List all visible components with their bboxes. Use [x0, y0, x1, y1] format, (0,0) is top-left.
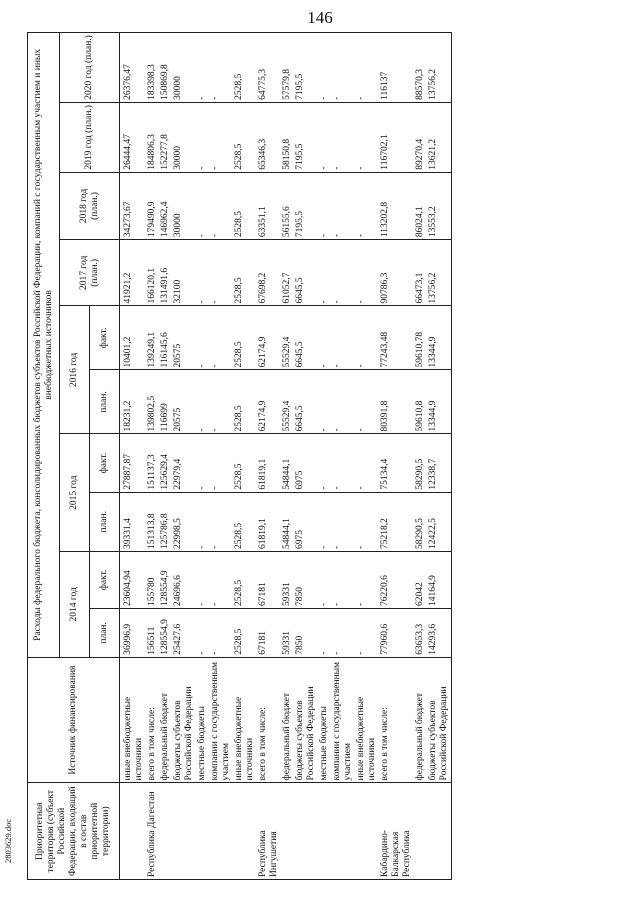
- value-cell: 128554,9: [159, 608, 172, 657]
- region-cell: [355, 783, 379, 880]
- region-cell: [294, 783, 318, 880]
- value-cell: 77243,48: [379, 306, 414, 370]
- value-cell: 116145,6: [159, 306, 172, 370]
- value-cell: -: [318, 33, 331, 103]
- value-cell: 23604,94: [120, 551, 147, 608]
- value-cell: 88570,3: [414, 33, 427, 103]
- value-cell: 179490,9: [146, 172, 159, 239]
- page-number: 146: [307, 8, 333, 27]
- table-row: [120, 33, 147, 880]
- value-cell: 89270,4: [414, 102, 427, 172]
- value-cell: 125786,8: [159, 492, 172, 551]
- header-fact-2015: факт.: [90, 434, 120, 492]
- value-cell: 20575: [172, 370, 196, 434]
- value-cell: -: [209, 33, 233, 103]
- value-cell: 7195,5: [294, 33, 318, 103]
- value-cell: -: [331, 370, 355, 434]
- value-cell: -: [355, 492, 379, 551]
- source-cell: федеральный бюджет: [159, 657, 172, 783]
- value-cell: 156511: [146, 608, 159, 657]
- value-cell: 34273,67: [120, 172, 147, 239]
- value-cell: 152277,8: [159, 102, 172, 172]
- region-cell: [331, 783, 355, 880]
- value-cell: 2528,5: [233, 240, 257, 306]
- value-cell: 2528,5: [233, 551, 257, 608]
- value-cell: 2528,5: [233, 306, 257, 370]
- header-year-2017: 2017 год (план.): [60, 240, 120, 306]
- value-cell: 6645,5: [294, 306, 318, 370]
- value-cell: -: [209, 240, 233, 306]
- value-cell: 26376,47: [120, 33, 147, 103]
- value-cell: 63653,3: [414, 608, 427, 657]
- value-cell: -: [196, 434, 209, 492]
- header-source: Источник финансирования: [28, 657, 120, 783]
- value-cell: 131491,6: [159, 240, 172, 306]
- value-cell: 26444,47: [120, 102, 147, 172]
- value-cell: 76220,6: [379, 551, 414, 608]
- source-cell: местные бюджеты: [318, 657, 331, 783]
- region-cell: [318, 783, 331, 880]
- header-year-2018: 2018 год (план.): [60, 172, 120, 239]
- value-cell: 32100: [172, 240, 196, 306]
- value-cell: -: [318, 608, 331, 657]
- value-cell: -: [355, 434, 379, 492]
- value-cell: 58290,5: [414, 492, 427, 551]
- value-cell: 22998,5: [172, 492, 196, 551]
- value-cell: -: [355, 33, 379, 103]
- region-cell: Республика Ингушетия: [257, 783, 281, 880]
- value-cell: -: [209, 306, 233, 370]
- value-cell: -: [355, 608, 379, 657]
- value-cell: 63351,1: [257, 172, 281, 239]
- value-cell: -: [209, 370, 233, 434]
- value-cell: -: [355, 172, 379, 239]
- source-cell: федеральный бюджет: [414, 657, 427, 783]
- value-cell: -: [331, 33, 355, 103]
- value-cell: -: [318, 172, 331, 239]
- region-cell: [159, 783, 172, 880]
- value-cell: 75134,4: [379, 434, 414, 492]
- value-cell: -: [209, 102, 233, 172]
- value-cell: 30000: [172, 102, 196, 172]
- table-row: [281, 33, 294, 880]
- value-cell: 90786,3: [379, 240, 414, 306]
- table-row: [414, 33, 427, 880]
- value-cell: -: [318, 370, 331, 434]
- value-cell: 146962,4: [159, 172, 172, 239]
- value-cell: 54844,1: [281, 434, 294, 492]
- value-cell: 139802,5: [146, 370, 159, 434]
- value-cell: 24696,6: [172, 551, 196, 608]
- value-cell: 166120,1: [146, 240, 159, 306]
- value-cell: 61819,1: [257, 492, 281, 551]
- value-cell: 116702,1: [379, 102, 414, 172]
- value-cell: 7195,5: [294, 102, 318, 172]
- table-row: [318, 33, 331, 880]
- region-cell: [196, 783, 209, 880]
- value-cell: -: [331, 306, 355, 370]
- value-cell: 14293,6: [427, 608, 452, 657]
- source-cell: компании с государственным участием: [209, 657, 233, 783]
- source-cell: всего в том числе:: [257, 657, 281, 783]
- value-cell: -: [318, 240, 331, 306]
- value-cell: 155780: [146, 551, 159, 608]
- region-cell: [414, 783, 427, 880]
- value-cell: -: [196, 306, 209, 370]
- value-cell: 6645,5: [294, 370, 318, 434]
- value-cell: -: [318, 306, 331, 370]
- value-cell: -: [318, 551, 331, 608]
- value-cell: 128554,9: [159, 551, 172, 608]
- table-row: [331, 33, 355, 880]
- value-cell: 2528,5: [233, 102, 257, 172]
- value-cell: 67181: [257, 551, 281, 608]
- region-cell: [281, 783, 294, 880]
- table-row: [146, 33, 159, 880]
- header-year-2020: 2020 год (план.): [60, 33, 120, 103]
- value-cell: 2528,5: [233, 608, 257, 657]
- value-cell: -: [331, 492, 355, 551]
- value-cell: 7850: [294, 608, 318, 657]
- source-cell: всего в том числе:: [379, 657, 414, 783]
- value-cell: 150869,8: [159, 33, 172, 103]
- value-cell: 7195,5: [294, 172, 318, 239]
- table-row: [294, 33, 318, 880]
- value-cell: 14164,9: [427, 551, 452, 608]
- value-cell: -: [331, 172, 355, 239]
- source-cell: местные бюджеты: [196, 657, 209, 783]
- value-cell: 54844,1: [281, 492, 294, 551]
- value-cell: -: [196, 492, 209, 551]
- value-cell: -: [196, 172, 209, 239]
- value-cell: -: [318, 492, 331, 551]
- value-cell: 61052,7: [281, 240, 294, 306]
- value-cell: -: [196, 608, 209, 657]
- value-cell: 2528,5: [233, 370, 257, 434]
- value-cell: 77960,6: [379, 608, 414, 657]
- value-cell: 59610,8: [414, 370, 427, 434]
- value-cell: 57579,8: [281, 33, 294, 103]
- value-cell: 86024,1: [414, 172, 427, 239]
- value-cell: -: [331, 102, 355, 172]
- value-cell: -: [331, 240, 355, 306]
- value-cell: -: [209, 608, 233, 657]
- table-row: [159, 33, 172, 880]
- region-cell: Республика Дагестан: [146, 783, 159, 880]
- value-cell: 41921,2: [120, 240, 147, 306]
- value-cell: 64775,3: [257, 33, 281, 103]
- value-cell: 116699: [159, 370, 172, 434]
- table-row: [172, 33, 196, 880]
- value-cell: 55529,4: [281, 370, 294, 434]
- value-cell: 139249,1: [146, 306, 159, 370]
- value-cell: 58290,5: [414, 434, 427, 492]
- header-plan-2015: план.: [90, 492, 120, 551]
- value-cell: 59610,78: [414, 306, 427, 370]
- financing-table: [27, 32, 452, 880]
- value-cell: 13756,2: [427, 240, 452, 306]
- value-cell: 13553,2: [427, 172, 452, 239]
- value-cell: 65346,3: [257, 102, 281, 172]
- document-code: 2803629.doc: [3, 818, 13, 863]
- header-year-2014: 2014 год: [60, 551, 90, 657]
- value-cell: 2528,5: [233, 434, 257, 492]
- value-cell: 61819,1: [257, 434, 281, 492]
- region-cell: [120, 783, 147, 880]
- value-cell: 36996,9: [120, 608, 147, 657]
- table-row: [196, 33, 209, 880]
- value-cell: 62174,9: [257, 370, 281, 434]
- header-territory: Приоритетная территория (субъект Российской Федерации, входящий в состав приоритетной территории): [28, 783, 120, 880]
- value-cell: 18231,2: [120, 370, 147, 434]
- value-cell: 125629,4: [159, 434, 172, 492]
- header-year-2016: 2016 год: [60, 306, 90, 434]
- value-cell: 80391,8: [379, 370, 414, 434]
- value-cell: -: [331, 551, 355, 608]
- value-cell: -: [331, 608, 355, 657]
- value-cell: 151137,3: [146, 434, 159, 492]
- value-cell: 22979,4: [172, 434, 196, 492]
- table-row: [233, 33, 257, 880]
- value-cell: 55529,4: [281, 306, 294, 370]
- source-cell: всего в том числе:: [146, 657, 159, 783]
- header-plan-2014: план.: [90, 608, 120, 657]
- table-row: [427, 33, 452, 880]
- value-cell: 12338,7: [427, 434, 452, 492]
- header-year-2019: 2019 год (план.): [60, 102, 120, 172]
- value-cell: -: [355, 240, 379, 306]
- source-cell: бюджеты субъектов Российской Федерации: [172, 657, 196, 783]
- region-cell: [233, 783, 257, 880]
- value-cell: -: [209, 434, 233, 492]
- value-cell: 39331,4: [120, 492, 147, 551]
- source-cell: федеральный бюджет: [281, 657, 294, 783]
- value-cell: 62042: [414, 551, 427, 608]
- value-cell: 6645,5: [294, 240, 318, 306]
- value-cell: 30000: [172, 172, 196, 239]
- region-cell: [427, 783, 452, 880]
- source-cell: бюджеты субъектов Российской Федерации: [294, 657, 318, 783]
- header-fact-2014: факт.: [90, 551, 120, 608]
- value-cell: 67698,2: [257, 240, 281, 306]
- value-cell: -: [355, 306, 379, 370]
- value-cell: 2528,5: [233, 492, 257, 551]
- table-row: [209, 33, 233, 880]
- value-cell: -: [318, 434, 331, 492]
- value-cell: 58150,8: [281, 102, 294, 172]
- value-cell: 62174,9: [257, 306, 281, 370]
- value-cell: -: [196, 33, 209, 103]
- value-cell: 25427,6: [172, 608, 196, 657]
- value-cell: 184806,3: [146, 102, 159, 172]
- value-cell: 6975: [294, 492, 318, 551]
- region-cell: Кабардино-Балкарская Республика: [379, 783, 414, 880]
- value-cell: 116137: [379, 33, 414, 103]
- header-expenses: Расходы федерального бюджета, консолидированных бюджетов субъектов Российской Федерации, компаний с государственным участием и иных внебюджетных источников: [28, 33, 60, 658]
- value-cell: -: [209, 492, 233, 551]
- value-cell: 13344,9: [427, 306, 452, 370]
- value-cell: 75218,2: [379, 492, 414, 551]
- value-cell: 12422,5: [427, 492, 452, 551]
- table-row: [379, 33, 414, 880]
- source-cell: компании с государственным участием: [331, 657, 355, 783]
- rotated-table-frame: [27, 32, 589, 880]
- value-cell: -: [355, 102, 379, 172]
- header-fact-2016: факт.: [90, 306, 120, 370]
- value-cell: -: [196, 551, 209, 608]
- value-cell: 27887,87: [120, 434, 147, 492]
- value-cell: -: [355, 551, 379, 608]
- value-cell: 67181: [257, 608, 281, 657]
- value-cell: 2528,5: [233, 33, 257, 103]
- value-cell: -: [355, 370, 379, 434]
- value-cell: -: [196, 240, 209, 306]
- table-row: [257, 33, 281, 880]
- value-cell: 7850: [294, 551, 318, 608]
- value-cell: 20575: [172, 306, 196, 370]
- table-row: [355, 33, 379, 880]
- value-cell: 30000: [172, 33, 196, 103]
- value-cell: 6975: [294, 434, 318, 492]
- value-cell: 13621,2: [427, 102, 452, 172]
- value-cell: 59331: [281, 608, 294, 657]
- source-cell: иные внебюджетные источники: [355, 657, 379, 783]
- value-cell: 183398,3: [146, 33, 159, 103]
- source-cell: бюджеты субъектов Российской Федерации: [427, 657, 452, 783]
- value-cell: -: [318, 102, 331, 172]
- value-cell: 2528,5: [233, 172, 257, 239]
- value-cell: -: [196, 370, 209, 434]
- source-cell: иные внебюджетные источники: [233, 657, 257, 783]
- region-cell: [209, 783, 233, 880]
- source-cell: иные внебюджетные источники: [120, 657, 147, 783]
- value-cell: -: [209, 551, 233, 608]
- value-cell: 59331: [281, 551, 294, 608]
- value-cell: -: [331, 434, 355, 492]
- value-cell: 56155,6: [281, 172, 294, 239]
- region-cell: [172, 783, 196, 880]
- value-cell: -: [209, 172, 233, 239]
- value-cell: -: [196, 102, 209, 172]
- value-cell: 113202,8: [379, 172, 414, 239]
- value-cell: 66473,1: [414, 240, 427, 306]
- value-cell: 10401,2: [120, 306, 147, 370]
- value-cell: 13756,2: [427, 33, 452, 103]
- value-cell: 13344,9: [427, 370, 452, 434]
- value-cell: 151313,8: [146, 492, 159, 551]
- header-plan-2016: план.: [90, 370, 120, 434]
- header-year-2015: 2015 год: [60, 434, 90, 551]
